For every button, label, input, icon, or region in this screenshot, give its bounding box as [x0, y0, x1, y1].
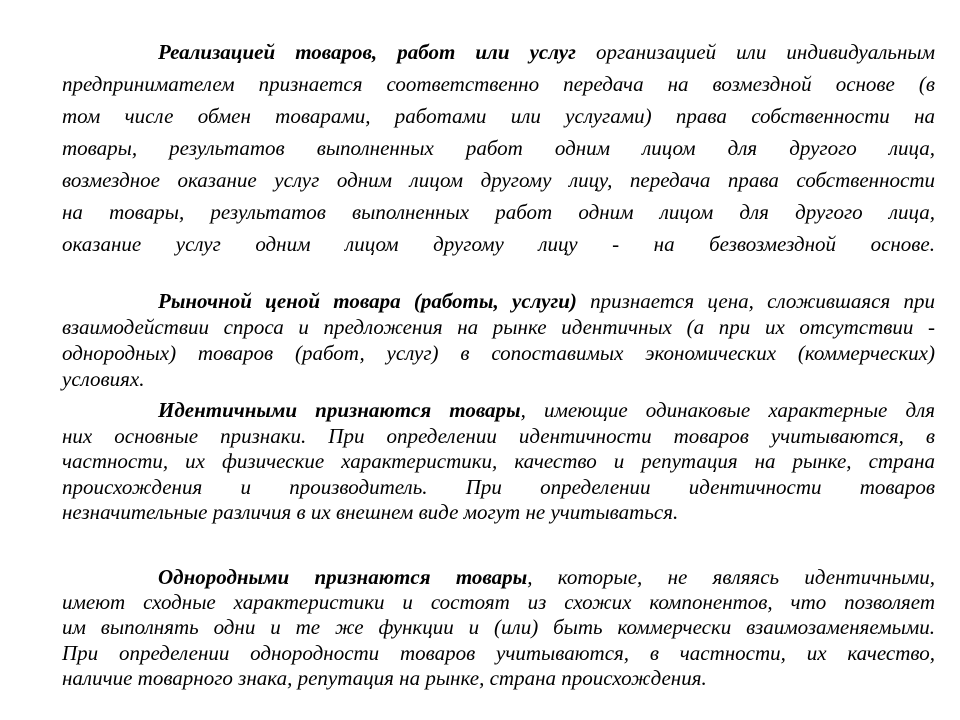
- paragraph-line: [62, 565, 935, 590]
- paragraph-line: им выполнять одни и те же функции и (или) быть коммерчески взаимозаменяемыми.: [62, 615, 935, 640]
- paragraph-line: них основные признаки. При определении идентичности товаров учитываются, в: [62, 423, 935, 448]
- paragraph-line: [62, 398, 935, 424]
- paragraph-line: предпринимателем признается соответственно передача на возмездной основе (в: [62, 72, 935, 96]
- paragraph-line: [62, 288, 935, 314]
- paragraph-line: оказание услуг одним лицом другому лицу - на безвозмездной основе.: [62, 232, 935, 256]
- paragraph-text: признается цена, сложившаяся при: [576, 289, 935, 313]
- paragraph-text: , имеющие одинаковые характерные для: [520, 398, 935, 422]
- paragraph-line: условиях.: [62, 367, 145, 391]
- term-heading: Однородными признаются товары: [158, 565, 528, 589]
- paragraph-identical-goods: [62, 398, 935, 526]
- paragraph-text: , которые, не являясь идентичными,: [527, 565, 936, 589]
- paragraph-line: взаимодействии спроса и предложения на рынке идентичных (а при их отсутствии -: [62, 315, 935, 339]
- paragraph-text: организацией или индивидуальным: [575, 40, 935, 64]
- paragraph-line: имеют сходные характеристики и состоят из схожих компонентов, что позволяет: [62, 590, 935, 615]
- paragraph-line: том числе обмен товарами, работами или услугами) права собственности на: [62, 104, 935, 128]
- paragraph-homogeneous-goods: [62, 565, 935, 691]
- paragraph-line: на товары, результатов выполненных работ одним лицом для другого лица,: [62, 200, 935, 224]
- paragraph-line: частности, их физические характеристики, качество и репутация на рынке, страна: [62, 449, 935, 473]
- paragraph-line: товары, результатов выполненных работ одним лицом для другого лица,: [62, 136, 935, 160]
- paragraph-line: происхождения и производитель. При определении идентичности товаров: [62, 474, 935, 499]
- term-heading: Идентичными признаются товары: [158, 398, 521, 422]
- paragraph-line: наличие товарного знака, репутация на рынке, страна происхождения.: [62, 665, 707, 690]
- paragraph-line: однородных) товаров (работ, услуг) в сопоставимых экономических (коммерческих): [62, 341, 935, 365]
- paragraph-line: незначительные различия в их внешнем виде могут не учитываться.: [62, 500, 679, 524]
- term-heading: Реализацией товаров, работ или услуг: [158, 40, 576, 64]
- paragraph-line: [62, 36, 935, 68]
- term-heading: Рыночной ценой товара (работы, услуги): [158, 289, 577, 313]
- paragraph-line: При определении однородности товаров учитываются, в частности, их качество,: [62, 640, 935, 665]
- paragraph-realization: [62, 36, 935, 260]
- paragraph-line: возмездное оказание услуг одним лицом другому лицу, передача права собственности: [62, 168, 935, 192]
- paragraph-market-price: [62, 288, 935, 392]
